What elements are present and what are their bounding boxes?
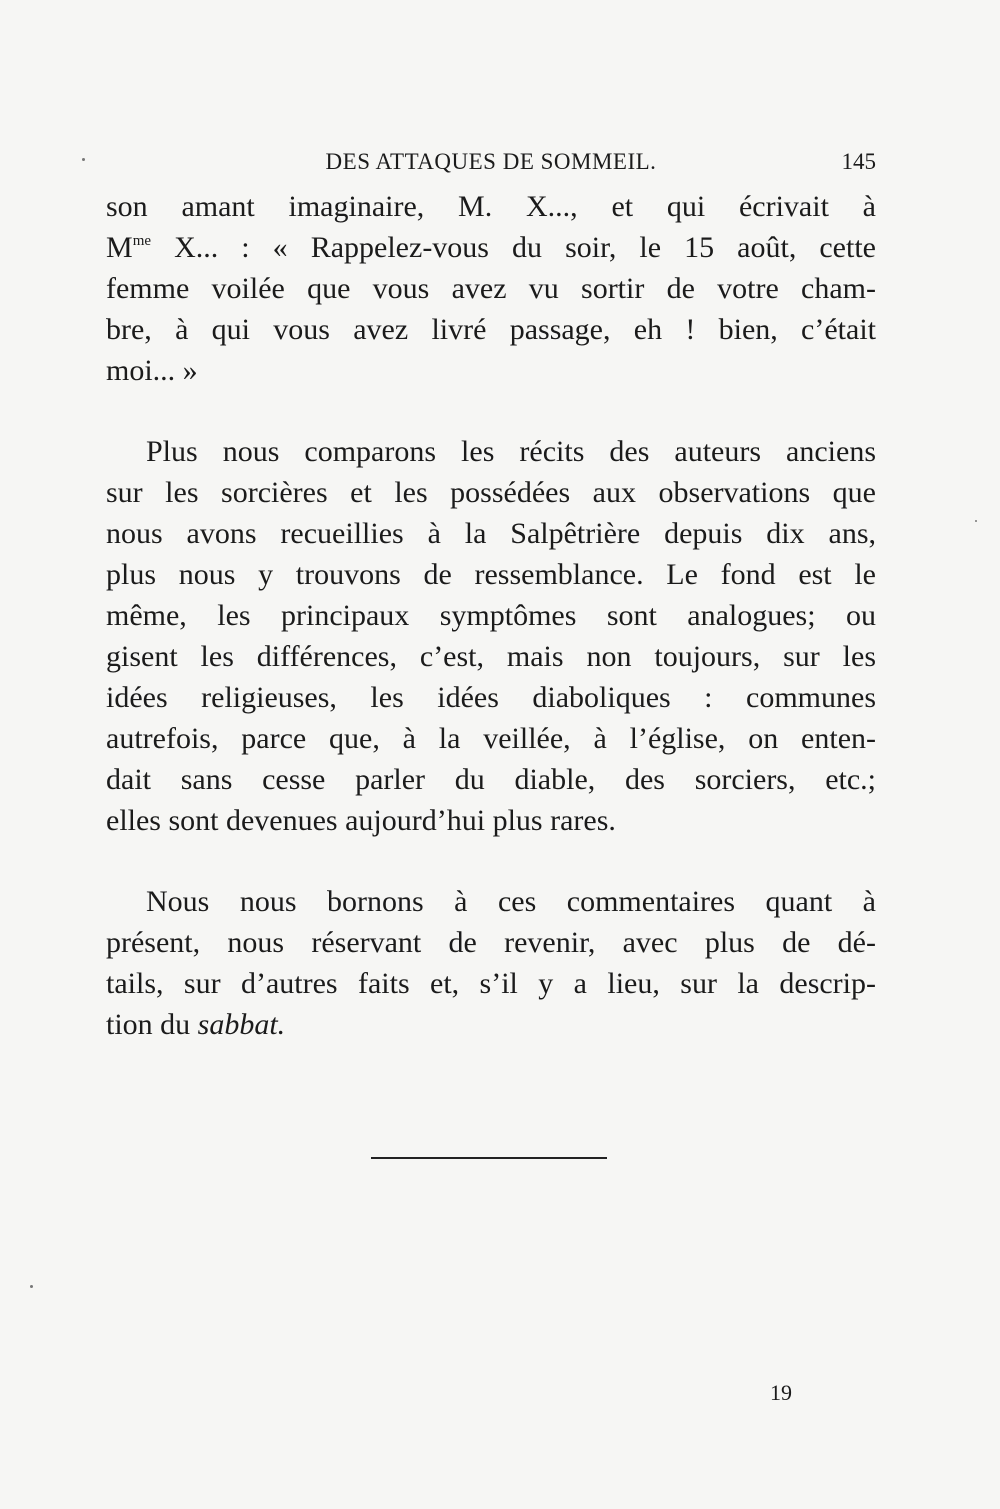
text-line: plus nous y trouvons de ressemblance. Le fond est le [106, 558, 876, 591]
text-line: femme voilée que vous avez vu sortir de votre cham- [106, 272, 876, 305]
italic-term: sabbat. [197, 1008, 286, 1041]
paragraph-gap [106, 391, 876, 431]
paragraph-3 [106, 881, 876, 1045]
text-line: bre, à qui vous avez livré passage, eh ! bien, c’était [106, 313, 876, 346]
text-line: Nous nous bornons à ces commentaires quant à [146, 885, 876, 918]
text-line: moi... » [106, 354, 198, 387]
text-line: idées religieuses, les idées diaboliques : communes [106, 681, 876, 714]
text-line [106, 1004, 876, 1045]
paragraph-2 [106, 431, 876, 841]
abbreviation-base: M [106, 231, 133, 264]
text-line: elles sont devenues aujourd’hui plus rares. [106, 804, 616, 837]
body-text [106, 186, 876, 1045]
print-speck [975, 520, 977, 522]
text-line: nous avons recueillies à la Salpêtrière depuis dix ans, [106, 517, 876, 550]
text-line: présent, nous réservant de revenir, avec plus de dé- [106, 926, 876, 959]
paragraph-gap [106, 841, 876, 881]
text-line [106, 227, 876, 268]
text-line: même, les principaux symptômes sont analogues; ou [106, 599, 876, 632]
text-line: sur les sorcières et les possédées aux observations que [106, 476, 876, 509]
text-line: tails, sur d’autres faits et, s’il y a lieu, sur la descrip- [106, 967, 876, 1000]
end-rule [371, 1157, 607, 1159]
running-title: DES ATTAQUES DE SOMMEIL. [325, 149, 657, 174]
page-number: 145 [841, 149, 876, 174]
text-line: gisent les différences, c’est, mais non toujours, sur les [106, 640, 876, 673]
text-line: son amant imaginaire, M. X..., et qui écrivait à [106, 190, 876, 223]
print-speck [82, 158, 85, 161]
print-speck [30, 1285, 33, 1288]
running-head [106, 146, 876, 178]
text-span: X... : « Rappelez-vous du soir, le 15 août, cette [151, 231, 876, 264]
text-span: tion du [106, 1008, 198, 1041]
text-line: autrefois, parce que, à la veillée, à l’église, on enten- [106, 722, 876, 755]
text-line: Plus nous comparons les récits des auteurs anciens [146, 435, 876, 468]
text-line: dait sans cesse parler du diable, des sorciers, etc.; [106, 763, 876, 796]
signature-mark: 19 [770, 1380, 792, 1405]
abbreviation-superscript: me [132, 233, 152, 249]
paragraph-1 [106, 186, 876, 391]
